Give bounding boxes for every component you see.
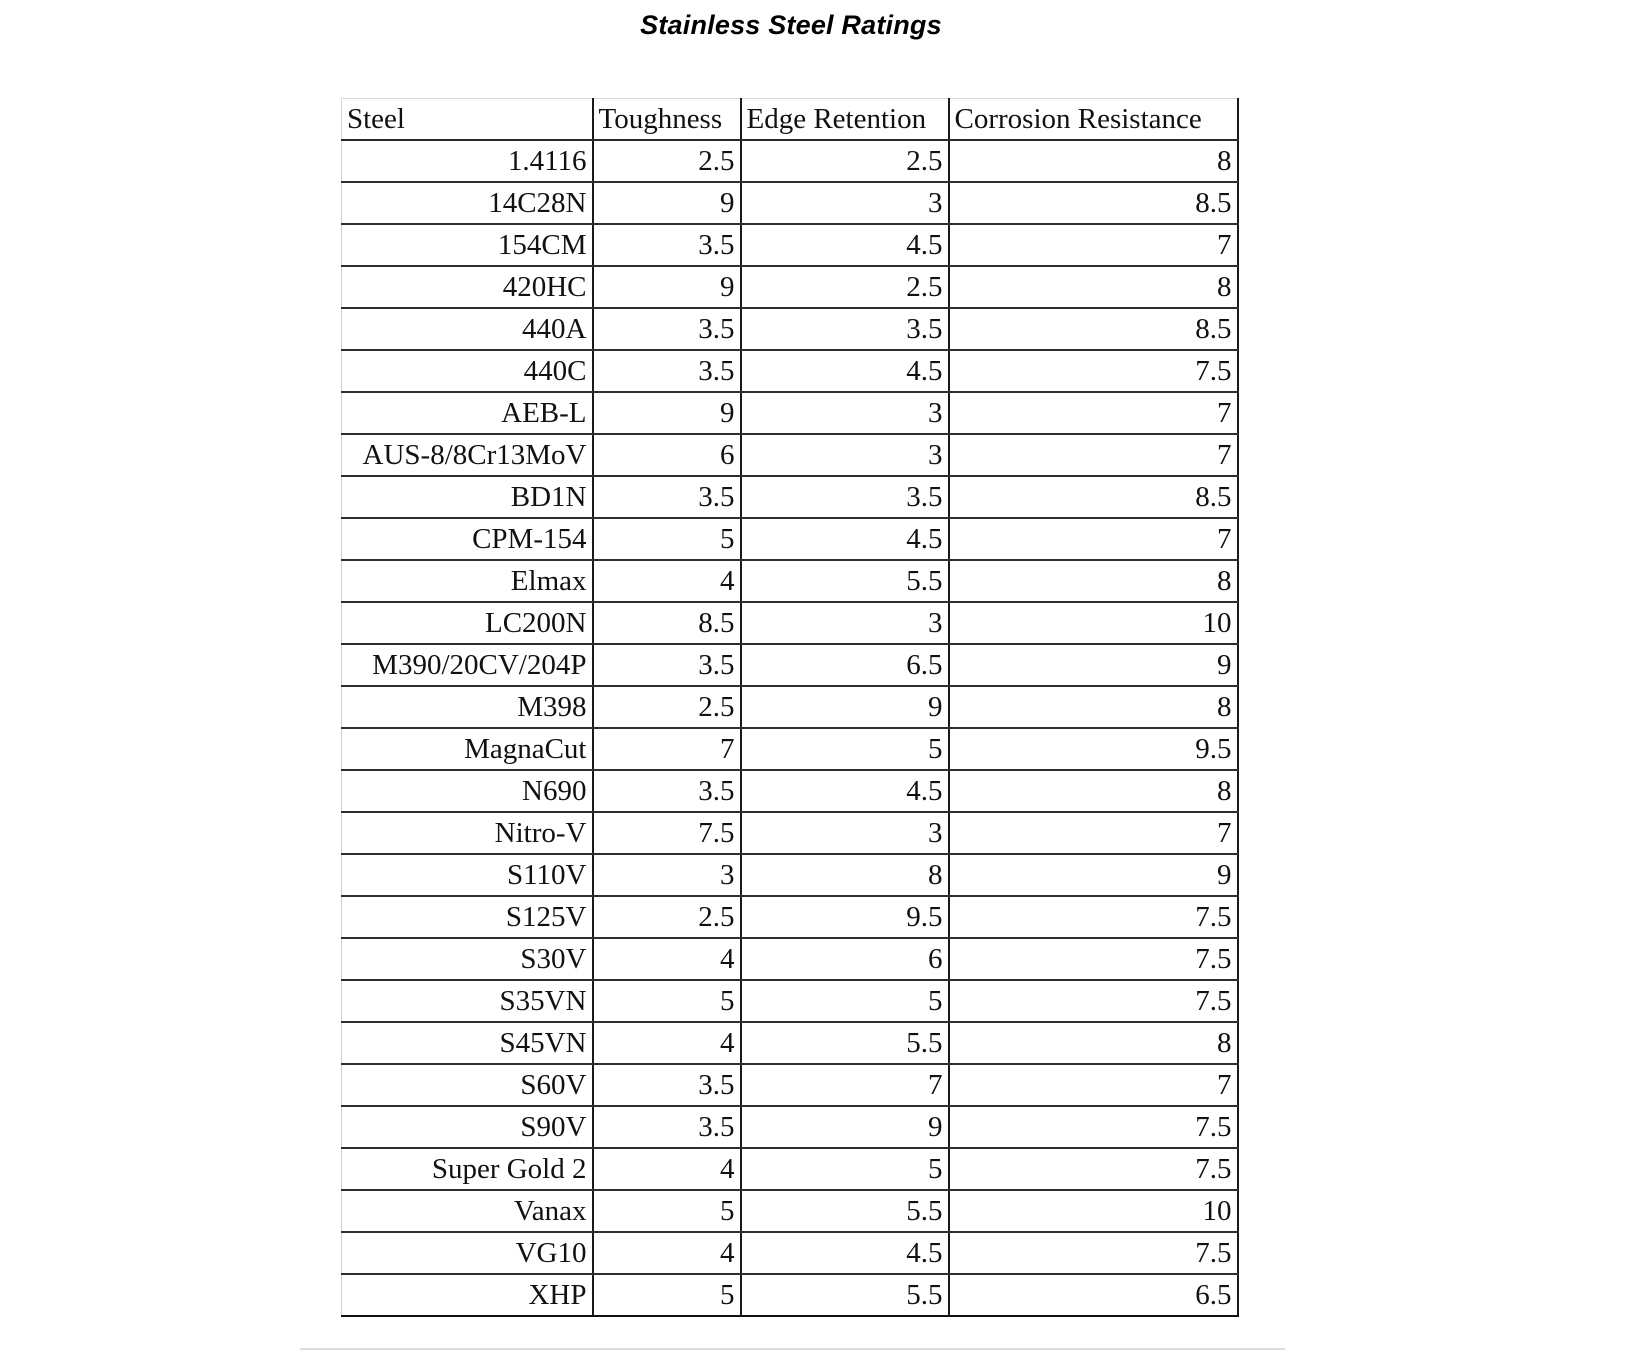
table-row: [342, 686, 1238, 728]
cell-corrosion-resistance: 8: [949, 266, 1238, 308]
cell-corrosion-resistance: 7: [949, 434, 1238, 476]
table-row: [342, 434, 1238, 476]
table-row: [342, 602, 1238, 644]
cell-steel: BD1N: [342, 476, 593, 518]
table-row: [342, 938, 1238, 980]
cell-edge-retention: 6.5: [741, 644, 949, 686]
cell-steel: 420HC: [342, 266, 593, 308]
cell-edge-retention: 3: [741, 602, 949, 644]
cell-corrosion-resistance: 7.5: [949, 980, 1238, 1022]
cell-steel: S30V: [342, 938, 593, 980]
cell-edge-retention: 5.5: [741, 1190, 949, 1232]
table-row: [342, 1148, 1238, 1190]
table-row: [342, 224, 1238, 266]
cell-toughness: 3.5: [593, 476, 741, 518]
cell-edge-retention: 5: [741, 728, 949, 770]
cell-toughness: 2.5: [593, 686, 741, 728]
cell-steel: N690: [342, 770, 593, 812]
header-corrosion-resistance: Corrosion Resistance: [949, 99, 1238, 141]
cell-steel: S110V: [342, 854, 593, 896]
table-row: [342, 1190, 1238, 1232]
cell-corrosion-resistance: 8: [949, 1022, 1238, 1064]
table-row: [342, 140, 1238, 182]
ratings-table-container: [341, 98, 1239, 1317]
cell-corrosion-resistance: 8: [949, 140, 1238, 182]
cell-steel: 1.4116: [342, 140, 593, 182]
cell-toughness: 2.5: [593, 140, 741, 182]
cell-corrosion-resistance: 7: [949, 392, 1238, 434]
cell-toughness: 4: [593, 1232, 741, 1274]
cell-edge-retention: 3: [741, 392, 949, 434]
cell-edge-retention: 5.5: [741, 560, 949, 602]
cell-corrosion-resistance: 6.5: [949, 1274, 1238, 1316]
table-row: [342, 644, 1238, 686]
cell-corrosion-resistance: 9: [949, 854, 1238, 896]
cell-toughness: 4: [593, 938, 741, 980]
cell-corrosion-resistance: 7: [949, 224, 1238, 266]
table-row: [342, 1064, 1238, 1106]
table-row: [342, 812, 1238, 854]
cell-edge-retention: 9: [741, 1106, 949, 1148]
cell-edge-retention: 3: [741, 812, 949, 854]
cell-corrosion-resistance: 7: [949, 812, 1238, 854]
cell-toughness: 4: [593, 1148, 741, 1190]
cell-edge-retention: 2.5: [741, 140, 949, 182]
cell-toughness: 3.5: [593, 308, 741, 350]
cell-corrosion-resistance: 9: [949, 644, 1238, 686]
cell-steel: VG10: [342, 1232, 593, 1274]
cell-edge-retention: 3.5: [741, 308, 949, 350]
table-row: [342, 896, 1238, 938]
cell-corrosion-resistance: 7: [949, 1064, 1238, 1106]
table-row: [342, 182, 1238, 224]
cell-corrosion-resistance: 7.5: [949, 896, 1238, 938]
cell-corrosion-resistance: 7.5: [949, 1106, 1238, 1148]
cell-edge-retention: 7: [741, 1064, 949, 1106]
cell-corrosion-resistance: 8.5: [949, 182, 1238, 224]
table-row: [342, 266, 1238, 308]
cell-steel: Nitro-V: [342, 812, 593, 854]
cell-edge-retention: 9: [741, 686, 949, 728]
cell-toughness: 9: [593, 392, 741, 434]
cell-corrosion-resistance: 10: [949, 1190, 1238, 1232]
cell-corrosion-resistance: 7.5: [949, 350, 1238, 392]
table-row: [342, 350, 1238, 392]
header-steel: Steel: [342, 99, 593, 141]
cell-toughness: 5: [593, 980, 741, 1022]
cell-toughness: 7: [593, 728, 741, 770]
cell-toughness: 9: [593, 266, 741, 308]
cell-steel: S90V: [342, 1106, 593, 1148]
cell-steel: AEB-L: [342, 392, 593, 434]
cell-steel: 440A: [342, 308, 593, 350]
cell-edge-retention: 4.5: [741, 350, 949, 392]
page-divider: [300, 1348, 1285, 1350]
cell-edge-retention: 3: [741, 182, 949, 224]
table-row: [342, 560, 1238, 602]
cell-edge-retention: 5: [741, 980, 949, 1022]
cell-toughness: 3.5: [593, 350, 741, 392]
cell-steel: M398: [342, 686, 593, 728]
cell-toughness: 7.5: [593, 812, 741, 854]
table-body: [342, 140, 1238, 1316]
cell-edge-retention: 2.5: [741, 266, 949, 308]
table-row: [342, 1232, 1238, 1274]
cell-toughness: 4: [593, 1022, 741, 1064]
cell-edge-retention: 4.5: [741, 770, 949, 812]
cell-steel: S35VN: [342, 980, 593, 1022]
cell-steel: S125V: [342, 896, 593, 938]
cell-steel: LC200N: [342, 602, 593, 644]
header-toughness: Toughness: [593, 99, 741, 141]
cell-steel: 14C28N: [342, 182, 593, 224]
cell-edge-retention: 4.5: [741, 1232, 949, 1274]
cell-steel: Vanax: [342, 1190, 593, 1232]
page-title: Stainless Steel Ratings: [640, 10, 942, 40]
cell-edge-retention: 8: [741, 854, 949, 896]
cell-steel: AUS-8/8Cr13MoV: [342, 434, 593, 476]
cell-toughness: 3.5: [593, 1106, 741, 1148]
steel-ratings-table: [341, 98, 1239, 1317]
cell-toughness: 3.5: [593, 1064, 741, 1106]
cell-toughness: 3.5: [593, 770, 741, 812]
cell-toughness: 8.5: [593, 602, 741, 644]
table-row: [342, 728, 1238, 770]
cell-corrosion-resistance: 9.5: [949, 728, 1238, 770]
table-row: [342, 770, 1238, 812]
cell-toughness: 9: [593, 182, 741, 224]
table-row: [342, 1022, 1238, 1064]
table-header-row: [342, 99, 1238, 141]
cell-edge-retention: 5.5: [741, 1274, 949, 1316]
cell-steel: M390/20CV/204P: [342, 644, 593, 686]
cell-steel: 440C: [342, 350, 593, 392]
table-row: [342, 476, 1238, 518]
header-edge-retention: Edge Retention: [741, 99, 949, 141]
cell-toughness: 4: [593, 560, 741, 602]
cell-steel: Elmax: [342, 560, 593, 602]
cell-corrosion-resistance: 8.5: [949, 476, 1238, 518]
cell-edge-retention: 5: [741, 1148, 949, 1190]
cell-edge-retention: 9.5: [741, 896, 949, 938]
cell-corrosion-resistance: 7.5: [949, 1148, 1238, 1190]
cell-edge-retention: 4.5: [741, 518, 949, 560]
cell-corrosion-resistance: 8: [949, 686, 1238, 728]
table-row: [342, 518, 1238, 560]
cell-corrosion-resistance: 10: [949, 602, 1238, 644]
cell-toughness: 3: [593, 854, 741, 896]
cell-corrosion-resistance: 8.5: [949, 308, 1238, 350]
table-row: [342, 1274, 1238, 1316]
table-row: [342, 854, 1238, 896]
table-row: [342, 980, 1238, 1022]
cell-steel: XHP: [342, 1274, 593, 1316]
cell-toughness: 3.5: [593, 644, 741, 686]
cell-corrosion-resistance: 8: [949, 560, 1238, 602]
cell-steel: S60V: [342, 1064, 593, 1106]
table-row: [342, 1106, 1238, 1148]
cell-edge-retention: 3: [741, 434, 949, 476]
cell-toughness: 2.5: [593, 896, 741, 938]
cell-toughness: 6: [593, 434, 741, 476]
table-row: [342, 308, 1238, 350]
cell-toughness: 3.5: [593, 224, 741, 266]
cell-toughness: 5: [593, 518, 741, 560]
cell-steel: 154CM: [342, 224, 593, 266]
cell-corrosion-resistance: 7.5: [949, 938, 1238, 980]
cell-edge-retention: 5.5: [741, 1022, 949, 1064]
table-row: [342, 392, 1238, 434]
cell-steel: MagnaCut: [342, 728, 593, 770]
cell-corrosion-resistance: 7.5: [949, 1232, 1238, 1274]
cell-edge-retention: 4.5: [741, 224, 949, 266]
cell-corrosion-resistance: 7: [949, 518, 1238, 560]
cell-toughness: 5: [593, 1274, 741, 1316]
cell-edge-retention: 6: [741, 938, 949, 980]
cell-edge-retention: 3.5: [741, 476, 949, 518]
cell-steel: CPM-154: [342, 518, 593, 560]
cell-toughness: 5: [593, 1190, 741, 1232]
cell-steel: S45VN: [342, 1022, 593, 1064]
cell-steel: Super Gold 2: [342, 1148, 593, 1190]
cell-corrosion-resistance: 8: [949, 770, 1238, 812]
